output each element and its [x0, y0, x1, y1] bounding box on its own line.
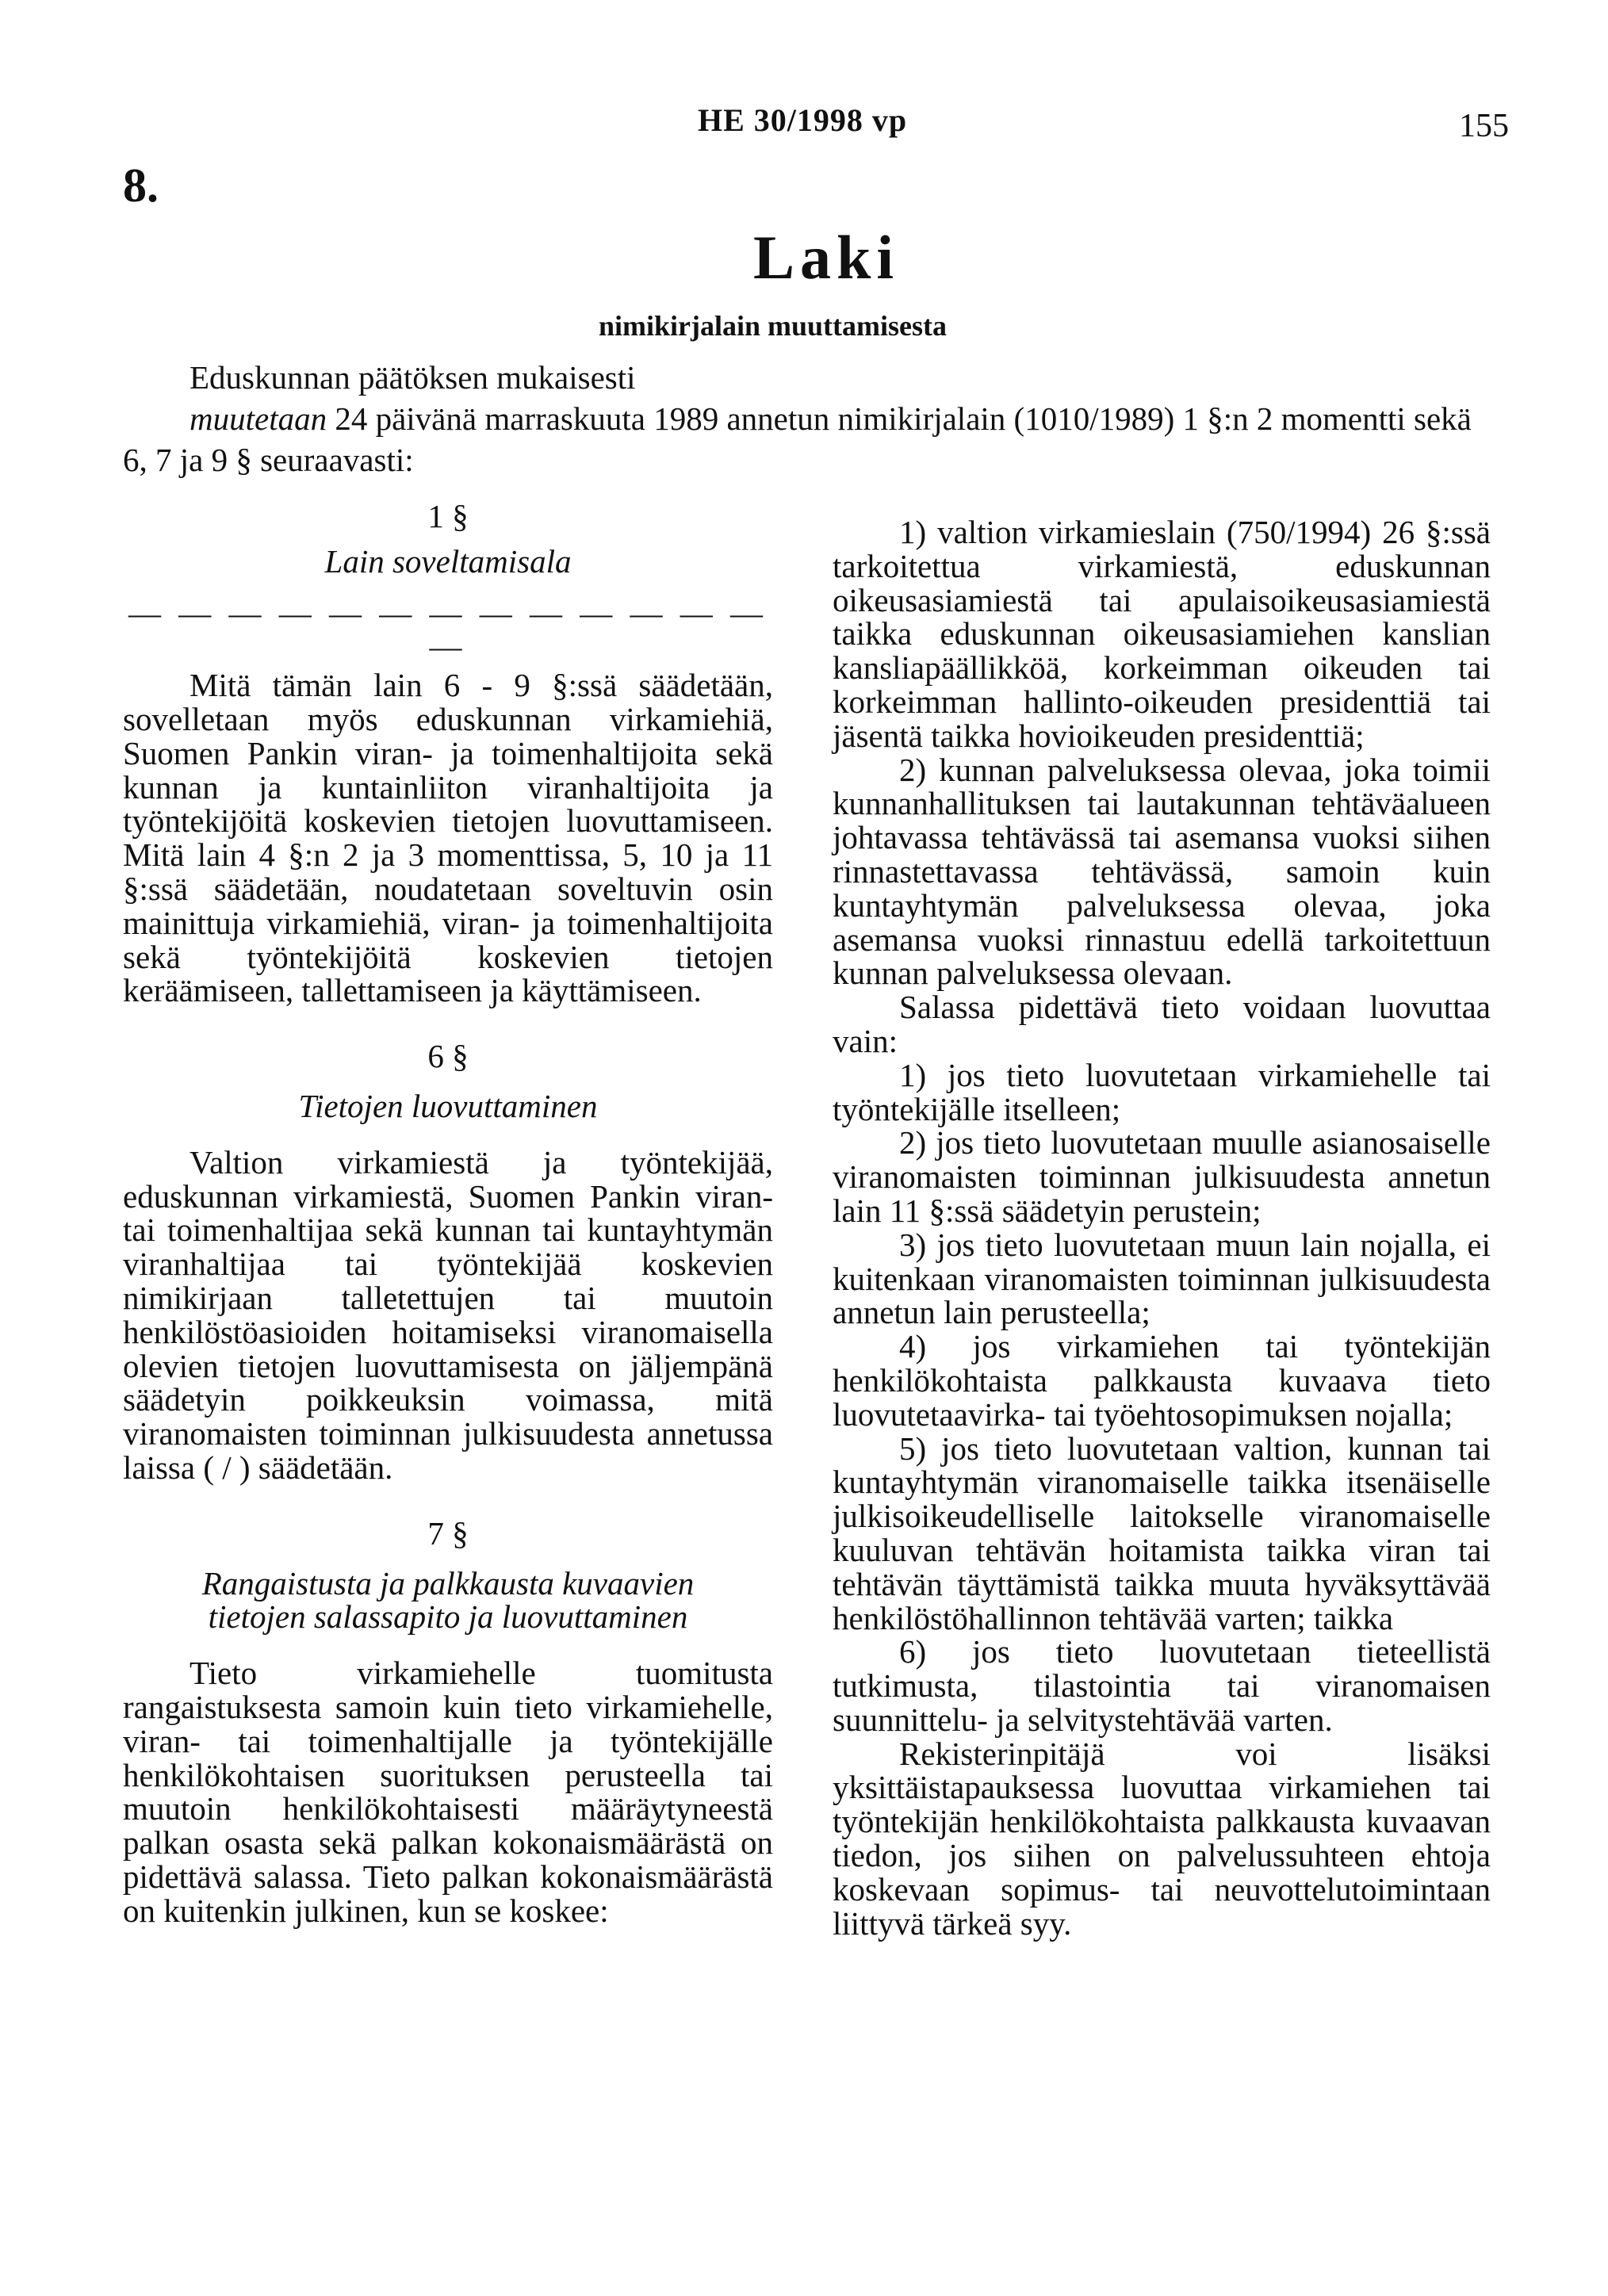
right-paragraph-5: 2) jos tieto luovutetaan muulle asianosaiselle viranomaisten toiminnan julkisuudesta annetun lain 11 §:ssä säädetyin perustein; — [833, 1124, 1491, 1229]
left-column — [123, 499, 773, 1927]
section-1-paragraph: Mitä tämän lain 6 - 9 §:ssä säädetään, sovelletaan myös eduskunnan virkamiehiä, Suomen Pankin viran- ja toimenhaltijoita sekä kunnan ja kuntainliiton viranhaltijoita ja työntekijöitä koskevien tietojen luovuttamiseen. Mitä lain 4 §:n 2 ja 3 momenttissa, 5, 10 ja 11 §:ssä säädetään, noudatetaan soveltuvin osin mainittuja virkamiehiä, viran- ja toimenhaltijoita sekä työntekijöitä koskevien tietojen keräämiseen, tallettamiseen ja käyttämiseen. — [123, 667, 773, 1009]
section-6-paragraph: Valtion virkamiestä ja työntekijää, eduskunnan virkamiestä, Suomen Pankin viran- tai toimenhaltijaa sekä kunnan tai kuntayhtymän viranhaltijaa tai työntekijää koskevien nimikirjaan talletettujen tai muutoin henkilöstöasioiden hoitamiseksi viranomaisella olevien tietojen luovuttamisesta on jäljempänä säädetyin poikkeuksin voimassa, mitä viranomaisten toiminnan julkisuudesta annetussa laissa ( / ) säädetään. — [123, 1143, 773, 1486]
omission-dashes: — — — — — — — — — — — — — — — [128, 594, 768, 665]
right-column — [833, 515, 1491, 1940]
item-number: 8. — [123, 159, 159, 212]
right-paragraph-7: 4) jos virkamiehen tai työntekijän henkilökohtaista palkkausta kuvaava tieto luovutetaavirka- tai työehtosopimuksen nojalla; — [833, 1328, 1491, 1433]
section-7-title-line-2: tietojen salassapito ja luovuttaminen — [208, 1598, 688, 1636]
page-header: HE 30/1998 vp — [698, 102, 908, 138]
right-paragraph-6: 3) jos tieto luovutetaan muun lain nojalla, ei kuitenkaan viranomaisten toiminnan julkisuudesta annetun lain perusteella; — [833, 1226, 1491, 1331]
right-paragraph-2: 2) kunnan palveluksessa olevaa, joka toimii kunnanhallituksen tai lautakunnan tehtäväalueen johtavassa tehtävässä tai asemansa vuoksi siihen rinnastettavassa tehtävässä, samoin kuin kuntayhtymän palveluksessa olevaa, joka asemansa vuoksi rinnastuu edellä tarkoitettuun kunnan palveluksessa olevaan. — [833, 751, 1491, 992]
intro-verb: muutetaan — [190, 400, 327, 437]
enacting-clause — [123, 357, 1487, 480]
law-subtitle: nimikirjalain muuttamisesta — [599, 310, 948, 342]
section-6-title: Tietojen luovuttaminen — [298, 1087, 598, 1124]
section-1-mark: 1 § — [427, 498, 469, 534]
intro-line-1: Eduskunnan päätöksen mukaisesti — [190, 359, 636, 396]
right-paragraph-9: 6) jos tieto luovutetaan tieteellistä tutkimusta, tilastointia tai viranomaisen suunnittelu- ja selvitystehtävää varten. — [833, 1633, 1491, 1738]
right-paragraph-10: Rekisterinpitäjä voi lisäksi yksittäistapauksessa luovuttaa virkamiehen tai työntekijän henkilökohtaista palkkausta kuvaavan tiedon, jos siihen on palvelussuhteen ehtoja koskevaan sopimus- tai neuvottelutoimintaan liittyvä tärkeä syy. — [833, 1735, 1491, 1942]
page-number: 155 — [1459, 108, 1509, 144]
section-7-title-line-1: Rangaistusta ja palkkausta kuvaavien — [201, 1564, 695, 1601]
intro-line-2 — [123, 398, 1487, 480]
right-paragraph-3: Salassa pidettävä tieto voidaan luovuttaa vain: — [833, 989, 1491, 1059]
section-6-mark: 6 § — [427, 1038, 469, 1075]
section-1-title: Lain soveltamisala — [324, 542, 572, 580]
right-paragraph-4: 1) jos tieto luovutetaan virkamiehelle tai työntekijälle itselleen; — [833, 1056, 1491, 1127]
law-title: Laki — [753, 223, 900, 292]
right-paragraph-8: 5) jos tieto luovutetaan valtion, kunnan tai kuntayhtymän viranomaiselle taikka itsenäiselle julkisoikeudelliselle laitokselle viranomaiselle kuuluvan tehtävän hoitamista taikka viran tai tehtävän täyttämistä taikka muuta hyväksyttävää henkilöstöhallinnon tehtävää varten; taikka — [833, 1429, 1491, 1636]
intro-text: 24 päivänä marraskuuta 1989 annetun nimikirjalain (1010/1989) 1 §:n 2 momentti sekä 6, 7 ja 9 § seuraavasti: — [123, 400, 1472, 478]
section-7-mark: 7 § — [427, 1514, 469, 1552]
section-7-paragraph: Tieto virkamiehelle tuomitusta rangaistuksesta samoin kuin tieto virkamiehelle, viran- tai toimenhaltijalle ja työntekijälle henkilökohtaisen suorituksen perusteella tai muutoin henkilökohtaisesti määräytyneestä palkan osasta sekä palkan kokonaismäärästä on pidettävä salassa. Tieto palkan kokonaismäärästä on kuitenkin julkinen, kun se koskee: — [123, 1655, 773, 1929]
right-paragraph-1: 1) valtion virkamieslain (750/1994) 26 §:ssä tarkoitettua virkamiestä, eduskunnan oikeusasiamiestä tai apulaisoikeusasiamiestä taikka eduskunnan oikeusasiamiehen kanslian kansliapäällikköä, korkeimman oikeuden tai korkeimman hallinto-oikeuden presidenttiä tai jäsentä taikka hovioikeuden presidenttiä; — [833, 514, 1491, 754]
